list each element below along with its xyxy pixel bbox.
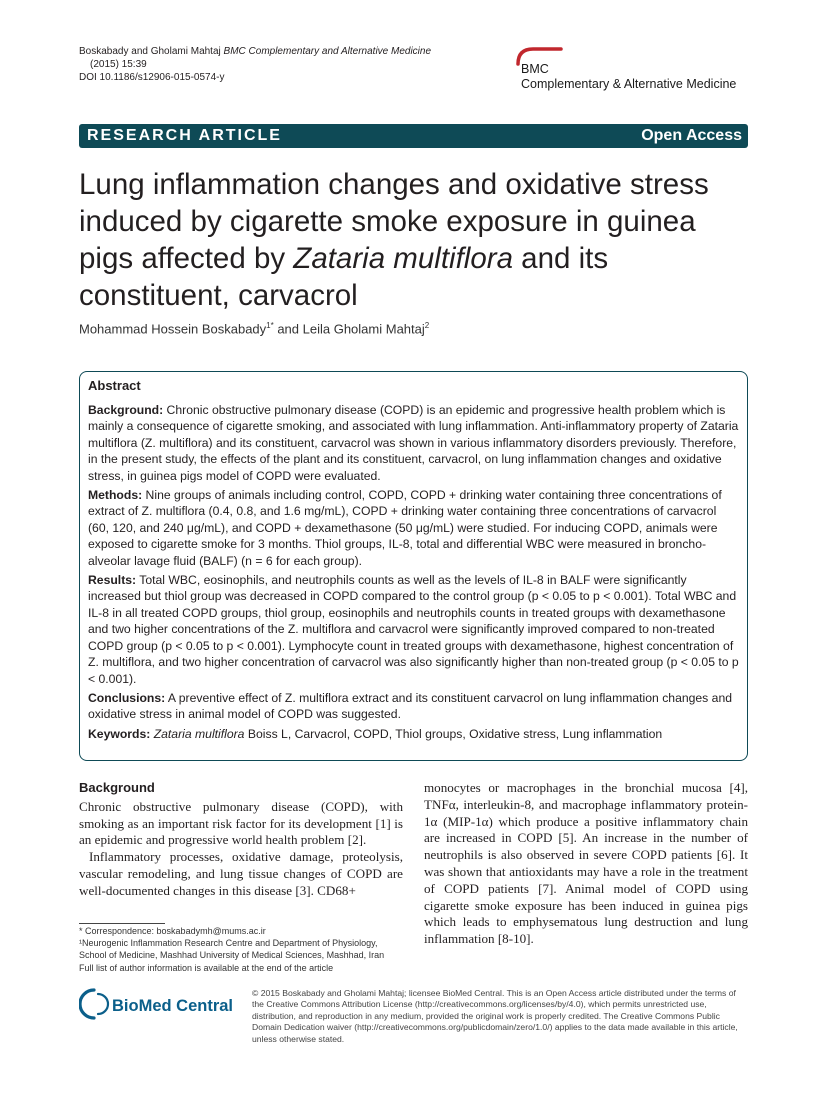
citation-year: (2015) 15:39 [90, 59, 147, 70]
title-line-3-start: pigs affected by [79, 242, 294, 275]
background-label: Background: [88, 403, 164, 417]
title-line-3-end: and its [512, 242, 609, 275]
abstract-methods [88, 487, 740, 569]
keywords-text: Boiss L, Carvacrol, COPD, Thiol groups, Oxidative stress, Lung inflammation [244, 726, 663, 741]
biomed-central-wordmark: BioMed Central [112, 997, 234, 1015]
title-line-1: Lung inflammation changes and oxidative stress [79, 168, 709, 201]
title-line-2: induced by cigarette smoke exposure in guinea [79, 205, 696, 238]
citation-authors: Boskabady and Gholami Mahtaj [79, 46, 221, 57]
conclusions-text: A preventive effect of Z. multiflora extract and its constituent carvacrol on lung inflammation changes and oxidative stress in animal model of COPD was suggested. [88, 690, 732, 722]
abstract-keywords [88, 726, 740, 742]
body-column-right [424, 780, 748, 948]
title-species: Zataria multiflora [293, 242, 513, 275]
journal-name: Complementary & Alternative Medicine [521, 77, 737, 91]
article-title [79, 166, 759, 314]
body-paragraph-3: monocytes or macrophages in the bronchial mucosa [4], TNFα, interleukin-8, and macrophage inflammatory protein-1α (MIP-1α) which produce a positive inflammatory chain are increased in COPD [5]. An increase in the number of neutrophils is also observed in severe COPD patients [6]. It was shown that antioxidants may have a role in the treatment of COPD patients [7]. Animal model of COPD using cigarette smoke exposure has been induced in guinea pigs which leads to emphysematous lung destruction and lung inflammation [8-10]. [424, 780, 748, 947]
citation-line-1 [79, 45, 431, 58]
methods-label: Methods: [88, 488, 143, 503]
keywords-label: Keywords: [88, 726, 151, 741]
biomed-central-logo-icon [79, 987, 239, 1021]
abstract-results [88, 572, 740, 687]
abstract-body [88, 402, 740, 745]
background-text: Chronic obstructive pulmonary disease (COPD) is an epidemic and progressive health problem which is mainly a consequence of cigarette smoking, and associated with lung inflammation. Anti-inflammatory property of Zataria multiflora (Z. multiflora) and its constituent, carvacrol was shown in various inflammatory disorders previously. Therefore, in the present study, the effects of the plant and its constituent, carvacrol, on lung inflammation changes and oxidative stress, in guinea pigs model of COPD were evaluated. [88, 403, 739, 483]
footnotes [79, 925, 403, 974]
body-column-left [79, 780, 403, 900]
article-type-banner [79, 124, 748, 148]
body-paragraph-2: Inflammatory processes, oxidative damage, proteolysis, vascular remodeling, and lung tissue changes of COPD are well-documented changes in this disease [3]. CD68+ [79, 849, 403, 898]
abstract-box [79, 371, 748, 761]
correspondence-note[interactable]: * Correspondence: boskabadymh@mums.ac.ir [79, 926, 266, 936]
footnote-divider [79, 923, 165, 924]
research-article-label: RESEARCH ARTICLE [87, 127, 282, 144]
abstract-heading: Abstract [88, 378, 141, 393]
background-section-heading: Background [79, 780, 155, 795]
journal-logo-text [521, 62, 736, 92]
title-line-4: constituent, carvacrol [79, 279, 358, 312]
abstract-conclusions [88, 690, 740, 723]
affiliation-note: ¹Neurogenic Inflammation Research Centre and Department of Physiology, School of Medicine, Mashhad University of Medical Sciences, Mashhad, Iran [79, 938, 385, 961]
title-line-3 [79, 240, 759, 277]
bmc-label: BMC [521, 62, 549, 76]
author-1-affiliation: 1* [266, 321, 274, 330]
full-list-note: Full list of author information is available at the end of the article [79, 962, 334, 973]
methods-text: Nine groups of animals including control, COPD, COPD + drinking water containing three concentrations of extract of Z. multiflora (0.4, 0.8, and 1.6 mg/mL), COPD + drinking water containing three concentrations of carvacrol (60, 120, and 240 μg/mL), and COPD + dexamethasone (50 μg/mL) were studied. For inducing COPD, animals were exposed to cigarette smoke for 3 months. Thiol groups, IL-8, total and differential WBC were measured in broncho-alveolar lavage fluid (BALF) (n = 6 for each group). [88, 488, 722, 568]
open-access-label: Open Access [641, 127, 742, 144]
author-1[interactable]: Mohammad Hossein Boskabady [79, 321, 267, 337]
author-2[interactable]: Leila Gholami Mahtaj [302, 321, 425, 337]
citation-block [79, 45, 431, 84]
license-text: © 2015 Boskabady and Gholami Mahtaj; licensee BioMed Central. This is an Open Access article distributed under the terms of the Creative Commons Attribution License (http://creativecommons.org/licenses/by/4.0), which permits unrestricted use, distribution, and reproduction in any medium, provided the original work is properly credited. The Creative Commons Public Domain Dedication waiver (http://creativecommons.org/publicdomain/zero/1.0/) applies to the data made available in this article, unless otherwise stated. [252, 988, 738, 1044]
author-2-affiliation: 2 [424, 321, 430, 330]
citation-journal: BMC Complementary and Alternative Medicine [223, 46, 432, 57]
citation-doi[interactable]: DOI 10.1186/s12906-015-0574-y [79, 72, 225, 83]
conclusions-label: Conclusions: [88, 690, 166, 705]
results-text: Total WBC, eosinophils, and neutrophils counts as well as the levels of IL-8 in BALF were significantly increased but thiol group was decreased in COPD compared to the control group (p < 0.05 to p < 0.001). Total WBC and IL-8 in all treated COPD groups, thiol group, eosinophils and neutrophils counts in treated groups with dexamethasone and two higher concentrations of the Z. multiflora and carvacrol were significantly improved compared to non-treated COPD group (p < 0.05 to p < 0.001). Lymphocyte count in treated groups with dexamethasone, highest concentration of Z. multiflora, and two higher concentration of carvacrol was also significantly higher than non-treated group (p < 0.05 to p < 0.001). [88, 573, 739, 686]
keywords-species: Zataria multiflora [150, 726, 245, 741]
author-joiner: and [273, 321, 303, 337]
results-label: Results: [88, 573, 137, 588]
body-paragraph-1: Chronic obstructive pulmonary disease (COPD), with smoking as an important risk factor for its development [1] is an epidemic and progressive world health problem [2]. [79, 798, 403, 848]
author-list [79, 321, 429, 336]
abstract-background [88, 402, 740, 484]
